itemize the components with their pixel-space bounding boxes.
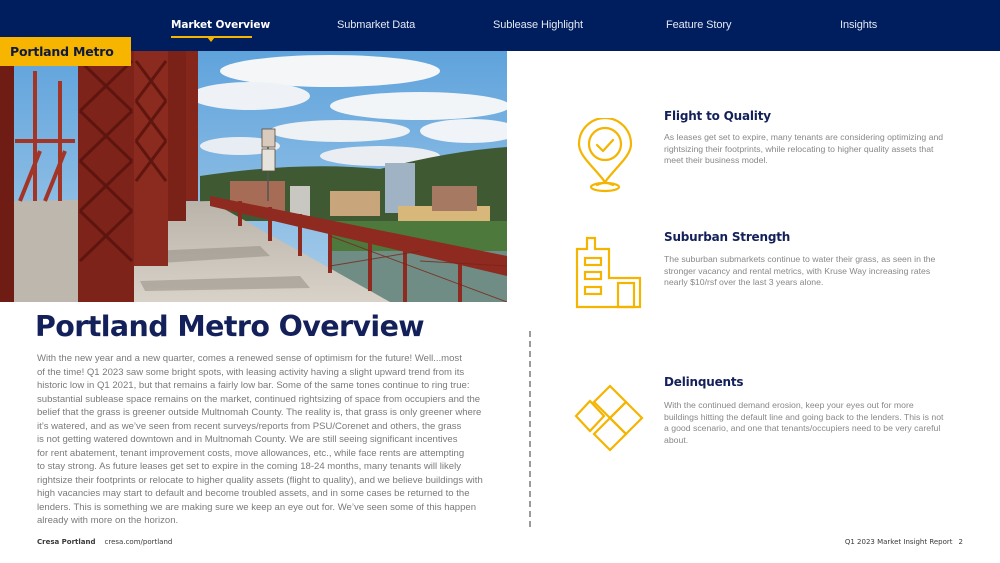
footer-url-link[interactable]: cresa.com/portland	[104, 538, 173, 546]
feature-description	[664, 400, 964, 446]
region-tag	[0, 37, 131, 66]
body-line: substantial sublease space remains on the market, continued rightsizing of space from occupiers and the	[37, 393, 481, 405]
feature-desc-line: buildings hitting the default line and going back to the lenders. This is not	[664, 411, 944, 422]
feature-desc-line: With the continued demand erosion, keep your eyes out for more	[664, 400, 914, 410]
hero-image	[0, 51, 507, 302]
footer-left	[37, 538, 172, 546]
region-tag-label: Portland Metro	[10, 44, 114, 59]
footer-brand: Cresa Portland	[37, 538, 96, 546]
body-line: belief that the grass is greener outside Multnomah County. The reality is, that grass is only greener where	[37, 407, 482, 418]
body-line: to stay strong. As future leases get set to expire in the coming 18-24 months, many tenants will likely	[37, 461, 461, 472]
nav-tab-market-overview[interactable]: Market Overview	[171, 19, 271, 31]
building-icon	[573, 235, 643, 309]
body-line: rightsize their footprints or relocate to higher quality assets (flight to quality), and we believe buildings with	[37, 474, 483, 486]
page-number: 2	[958, 538, 963, 546]
page-title: Portland Metro Overview	[35, 310, 425, 343]
overview-body-text	[37, 352, 512, 528]
footer-right	[845, 538, 963, 546]
body-line: high vacancies may start to default and become troubled assets, and in some cases be returned to the	[37, 488, 470, 499]
feature-desc-line: a good scenario, and one that tenants/occupiers need to be very careful	[664, 423, 941, 433]
feature-desc-line: As leases get set to expire, many tenants are considering optimizing and	[664, 132, 944, 142]
body-line: for rent abatement, tenant improvement costs, move allowances, etc., while face rents are attempting	[37, 447, 465, 459]
nav-tab-insights[interactable]: Insights	[840, 19, 878, 31]
body-line: historic low in Q1 2021, but that remains a fairly low bar. Some of the same tones continue to ring true:	[37, 380, 470, 391]
nav-tab-submarket-data[interactable]: Submarket Data	[337, 19, 416, 31]
nav-tab-sublease-highlight[interactable]: Sublease Highlight	[493, 19, 583, 31]
location-check-icon	[573, 118, 637, 194]
dashed-divider	[529, 331, 531, 527]
diamond-tiles-icon	[573, 384, 647, 452]
body-line: it’s watered, and as we’ve seen from recent surveys/reports from PSU/Corenet and others, the grass	[37, 420, 462, 432]
feature-desc-line: meet their business model.	[664, 155, 768, 165]
feature-title: Suburban Strength	[664, 230, 791, 244]
feature-desc-line: stronger vacancy and rental metrics, with Kruse Way increasing rates	[664, 265, 931, 276]
feature-description	[664, 254, 964, 289]
feature-desc-line: rightsizing their footprints, while relocating to higher quality assets that	[664, 143, 934, 154]
body-line: is not getting watered downtown and in Multnomah County. We are still seeing significant incentives	[37, 434, 458, 445]
top-navigation	[0, 0, 1000, 51]
feature-desc-line: The suburban submarkets continue to water their grass, as seen in the	[664, 254, 936, 264]
body-line: already with more on the horizon.	[37, 515, 179, 526]
body-line: With the new year and a new quarter, comes a renewed sense of optimism for the future! Well...most	[37, 353, 462, 364]
feature-title: Flight to Quality	[664, 109, 771, 123]
feature-desc-line: nearly $10/rsf over the last 3 years alone.	[664, 277, 824, 287]
body-line: lenders. This is something we are making sure we keep an eye out for. We’ve seen some of this happen	[37, 501, 477, 513]
nav-tab-feature-story[interactable]: Feature Story	[666, 19, 732, 31]
feature-desc-line: about.	[664, 434, 689, 445]
feature-description	[664, 132, 964, 167]
active-tab-caret-icon	[207, 37, 215, 42]
body-line: of the time! Q1 2023 saw some bright spots, with leasing activity having a slight upward trend from its	[37, 366, 465, 378]
footer-report-title: Q1 2023 Market Insight Report	[844, 538, 953, 546]
feature-title: Delinquents	[664, 375, 744, 389]
